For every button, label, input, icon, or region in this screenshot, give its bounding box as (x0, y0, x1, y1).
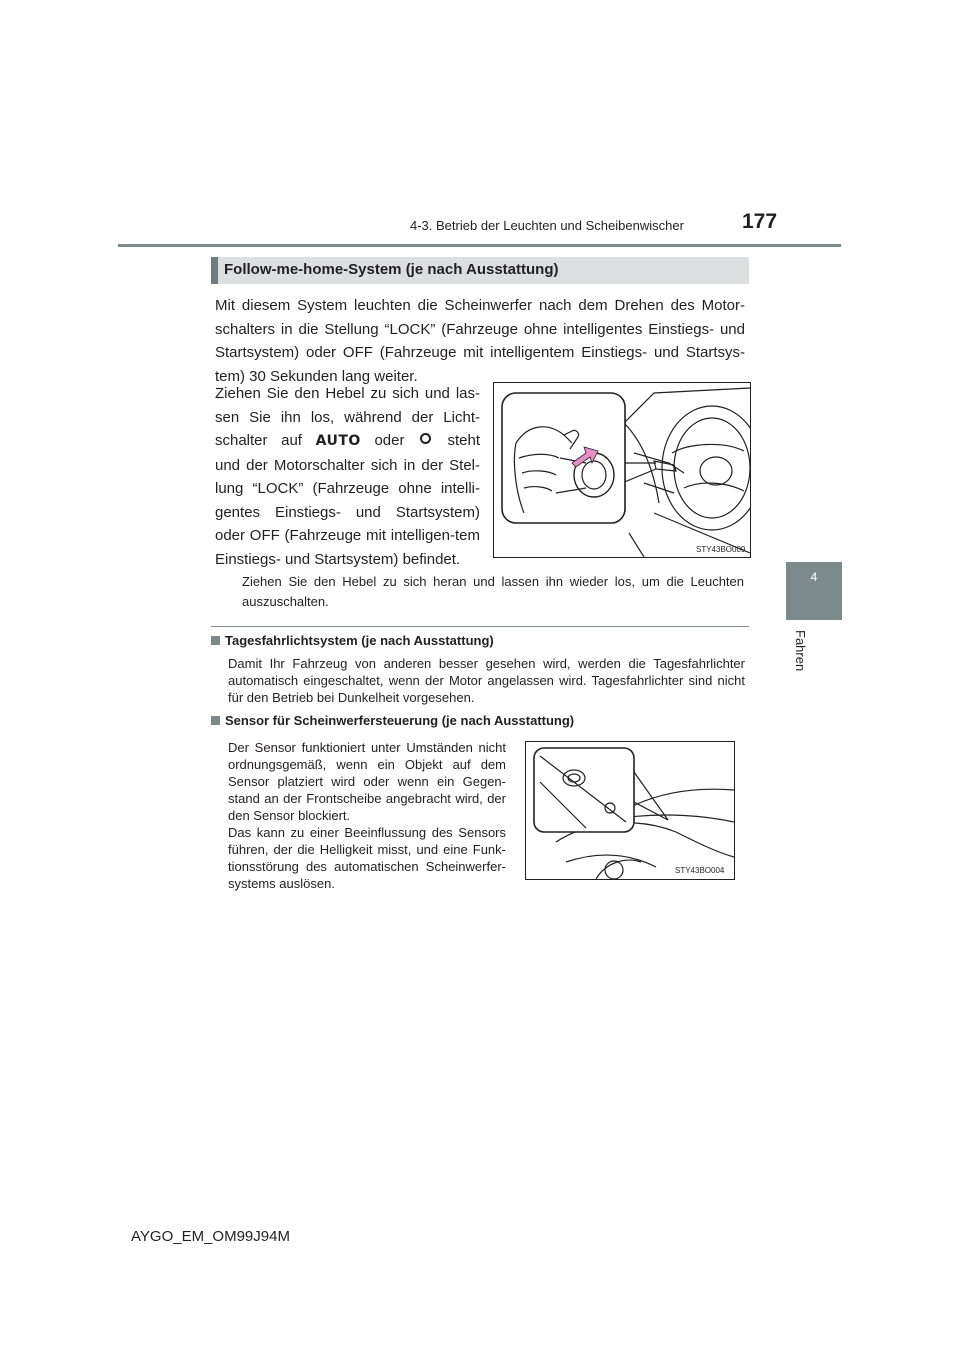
bullet-text-para-1: Der Sensor funktioniert unter Umständen nicht ordnungsgemäß, wenn ein Objekt auf dem Sensor platziert wird oder wenn ein Gegen-stand an der Frontscheibe angebracht wird, der den Sensor blockiert. (228, 740, 506, 823)
bullet-square-icon (211, 716, 220, 725)
document-code-footer: AYGO_EM_OM99J94M (131, 1228, 290, 1245)
lever-illustration (493, 382, 751, 558)
instruction-text-1: Ziehen Sie den Hebel zu sich und las-sen Sie ihn los, während der Licht-schalter auf (215, 385, 480, 449)
figure-code: STY43BO004 (675, 866, 725, 875)
bullet-heading-text: Tagesfahrlichtsystem (je nach Ausstattung) (225, 633, 494, 648)
chapter-tab-label: Fahren (793, 630, 808, 672)
header-rule (118, 244, 841, 247)
bullet-heading (211, 713, 574, 728)
intro-paragraph: Mit diesem System leuchten die Scheinwerfer nach dem Drehen des Motor-schalters in die Stellung “LOCK” (Fahrzeuge ohne intelligentes Einstiegs- und Startsystem) oder OFF (Fahrzeuge mit intelligentem Einstiegs- und Startsys-tem) 30 Sekunden lang weiter. (215, 297, 745, 385)
figure-code: STY43BO009 (696, 545, 746, 554)
sensor-illustration-drawing (526, 742, 734, 879)
instruction-or: oder (374, 432, 405, 449)
instruction-paragraph (215, 382, 480, 571)
running-header: 4-3. Betrieb der Leuchten und Scheibenwischer (410, 218, 684, 233)
page-number: 177 (742, 210, 778, 233)
chapter-tab-number: 4 (810, 570, 818, 584)
bullet-text: Damit Ihr Fahrzeug von anderen besser gesehen wird, werden die Tagesfahrlichter automatisch eingeschaltet, wenn der Motor angelassen wird. Tagesfahrlichter sind nicht für den Betrieb bei Dunkelheit vorgesehen. (228, 656, 745, 705)
light-off-position-icon (420, 433, 431, 444)
bullet-heading-text: Sensor für Scheinwerfersteuerung (je nach Ausstattung) (225, 713, 575, 728)
bullet-square-icon (211, 636, 220, 645)
bullet-text (228, 739, 506, 892)
note-text: Ziehen Sie den Hebel zu sich heran und lassen ihn wieder los, um die Leuchten auszuschalten. (242, 574, 744, 609)
sensor-illustration (525, 741, 735, 880)
bullet-heading (211, 633, 494, 648)
instruction-text-2: steht und der Motorschalter sich in der Stel-lung “LOCK” (Fahrzeuge ohne intelli-gentes Einstiegs- und Startsystem) oder OFF (Fahrzeuge mit intelligen-tem Einstiegs- und Startsystem) befindet. (215, 432, 480, 568)
bullet-text-para-2: Das kann zu einer Beeinflussung des Sensors führen, der die Helligkeit misst, und eine Funk-tionsstörung des automatischen Scheinwerfer-systems auslösen. (228, 825, 506, 891)
section-divider (211, 626, 749, 627)
section-heading-accent (211, 257, 218, 284)
auto-position-label: AUTO (315, 433, 361, 449)
lever-illustration-drawing (494, 383, 750, 557)
section-title: Follow-me-home-System (je nach Ausstattung) (224, 261, 559, 278)
